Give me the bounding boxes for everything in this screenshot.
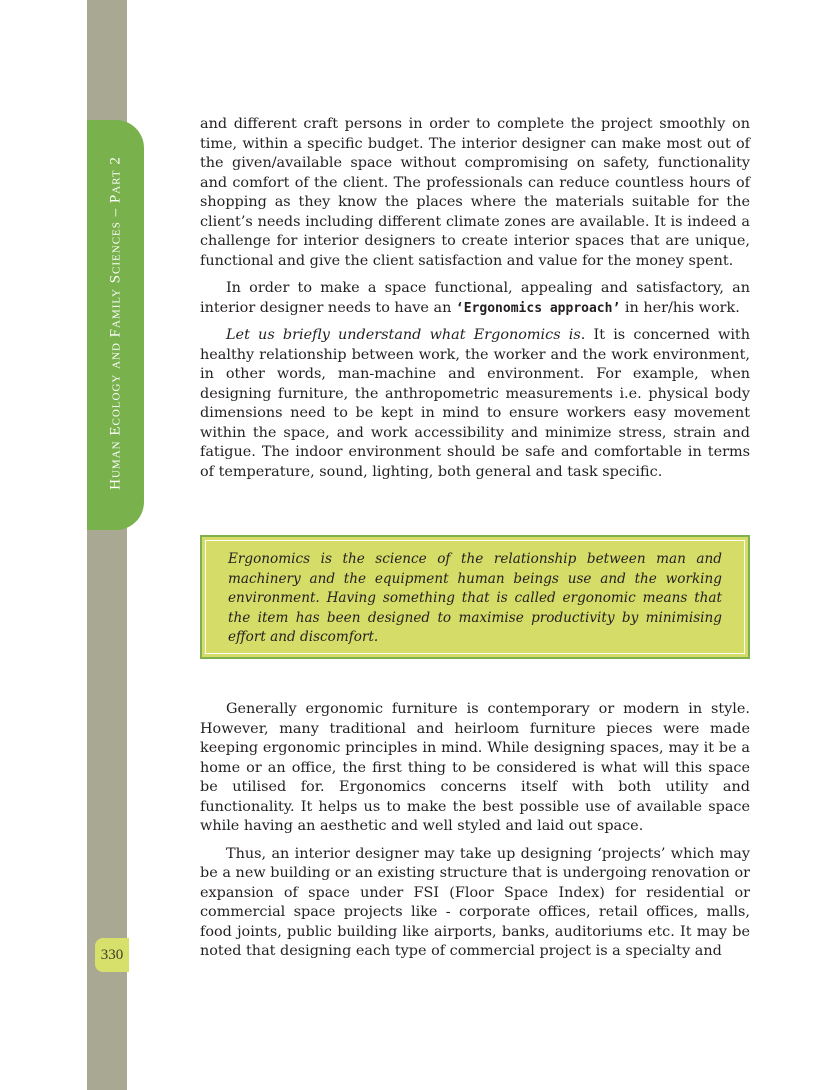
paragraph: Thus, an interior designer may take up designing ‘projects’ which may be a new building or an existing structure that is undergoing renovation or expansion of space under FSI (Floor Space Index) for residential or commercial space projects like - corporate offices, retail offices, malls, food joints, public building like airports, banks, auditoriums etc. It may be noted that designing each type of commercial project is a specialty and [200,845,750,959]
main-text-top [200,115,750,490]
running-title: Human Ecology and Family Sciences – Part 2 [107,156,124,490]
paragraph: In order to make a space functional, appealing and satisfactory, an interior designer needs to have an ‘Ergonomics approach’ in her/his work. [200,280,750,316]
key-term: ‘Ergonomics approach’ [455,300,621,316]
paragraph: and different craft persons in order to complete the project smoothly on time, within a specific budget. The interior designer can make most out of the given/available space without compromising on safety, functionality and comfort of the client. The professionals can reduce countless hours of shopping as they know the places where the materials suitable for the client’s needs including different climate zones are available. It is indeed a challenge for interior designers to create interior spaces that are unique, functional and give the client satisfaction and value for the money spent. [200,116,750,269]
definition-box [200,535,750,659]
page-number: 330 [95,938,129,972]
definition-text: Ergonomics is the science of the relationship between man and machinery and the equipment human beings use and the working environment. Having something that is called ergonomic means that the item has been designed to maximise productivity by minimising effort and discomfort. [205,540,745,654]
paragraph: Generally ergonomic furniture is contemporary or modern in style. However, many traditional and heirloom furniture pieces were made keeping ergonomic principles in mind. While designing spaces, may it be a home or an office, the first thing to be considered is what will this space be utilised for. Ergonomics concerns itself with both utility and functionality. It helps us to make the best possible use of available space while having an aesthetic and well styled and laid out space. [200,701,750,834]
main-text-bottom [200,700,750,970]
italic-lead: Let us briefly understand what Ergonomics is [226,327,581,343]
paragraph: Let us briefly understand what Ergonomics is. It is concerned with healthy relationship between work, the worker and the work environment, in other words, man-machine and environment. For example, when designing furniture, the anthropometric measurements i.e. physical body dimensions need to be kept in mind to ensure workers easy movement within the space, and work accessibility and minimize stress, strain and fatigue. The indoor environment should be safe and comfortable in terms of temperature, sound, lighting, both general and task specific. [200,327,750,480]
